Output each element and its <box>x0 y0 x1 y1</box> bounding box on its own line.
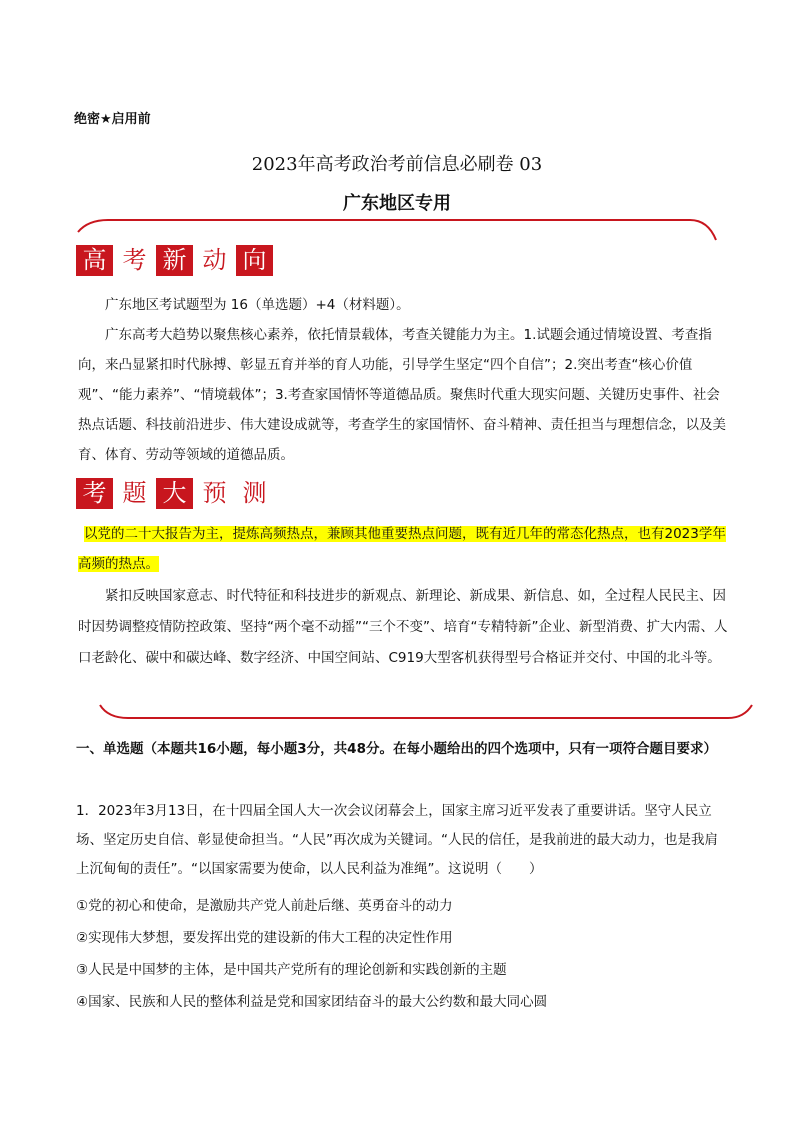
badge-char: 题 <box>116 478 153 509</box>
badge-char: 测 <box>236 478 273 509</box>
page-title: 2023年高考政治考前信息必刷卷 03 <box>251 154 543 175</box>
badge-char: 向 <box>236 245 273 276</box>
section-heading-single-choice <box>76 735 726 764</box>
section-heading-text: 一、单选题（本题共16小题，每小题3分，共48分。在每小题给出的四个选项中，只有一项符合题目要求） <box>76 741 717 757</box>
badge-char: 考 <box>116 245 153 276</box>
badge-char: 预 <box>196 478 233 509</box>
badge-gaokao-xindongxiang <box>76 245 273 276</box>
badge-char: 高 <box>76 245 113 276</box>
highlight-block <box>78 519 728 579</box>
badge-char: 考 <box>76 478 113 509</box>
exam-format-line: 广东地区考试题型为 16（单选题）+4（材料题）。 <box>105 297 410 313</box>
secret-label: 绝密★启用前 <box>74 112 151 127</box>
badge-char: 大 <box>156 478 193 509</box>
option-1: ①党的初心和使命，是激励共产党人前赴后继、英勇奋斗的动力 <box>76 898 453 914</box>
badge-char: 动 <box>196 245 233 276</box>
option-2: ②实现伟大梦想，要发挥出党的建设新的伟大工程的决定性作用 <box>76 930 453 946</box>
trend-paragraph: 广东高考大趋势以聚焦核心素养，依托情景载体，考查关键能力为主。1.试题会通过情境设置、考查指向，来凸显紧扣时代脉搏、彰显五育并举的育人功能，引导学生坚定“四个自信”；2.突出考查“核心价值观”、“能力素养”、“情境载体”；3.考查家国情怀等道德品质。聚焦时代重大现实问题、关键历史事件、社会热点话题、科技前沿进步、伟大建设成就等，考查学生的家国情怀、奋斗精神、责任担当与理想信念，以及美育、体育、劳动等领域的道德品质。 <box>78 327 726 463</box>
badge-kaoti-dayuce <box>76 478 273 509</box>
option-3: ③人民是中国梦的主体，是中国共产党所有的理论创新和实践创新的主题 <box>76 962 507 978</box>
question-1-stem: 1．2023年3月13日，在十四届全国人大一次会议闭幕会上，国家主席习近平发表了重要讲话。坚守人民立场、坚定历史自信、彰显使命担当。“人民”再次成为关键词。“人民的信任，是我前进的最大动力，也是我肩上沉甸甸的责任”。“以国家需要为使命，以人民利益为准绳”。这说明（ ） <box>76 803 718 877</box>
prediction-paragraph: 紧扣反映国家意志、时代特征和科技进步的新观点、新理论、新成果、新信息、如，全过程人民民主、因时因势调整疫情防控政策、坚持“两个毫不动摇”“三个不变”、培育“专精特新”企业、新型消费、扩大内需、人口老龄化、碳中和碳达峰、数字经济、中国空间站、C919大型客机获得型号合格证并交付、中国的北斗等。 <box>78 588 728 666</box>
option-4: ④国家、民族和人民的整体利益是党和国家团结奋斗的最大公约数和最大同心圆 <box>76 994 548 1010</box>
page-subtitle: 广东地区专用 <box>343 193 451 214</box>
badge-char: 新 <box>156 245 193 276</box>
highlighted-text: 以党的二十大报告为主，提炼高频热点，兼顾其他重要热点问题，既有近几年的常态化热点，也有2023学年高频的热点。 <box>78 526 726 572</box>
